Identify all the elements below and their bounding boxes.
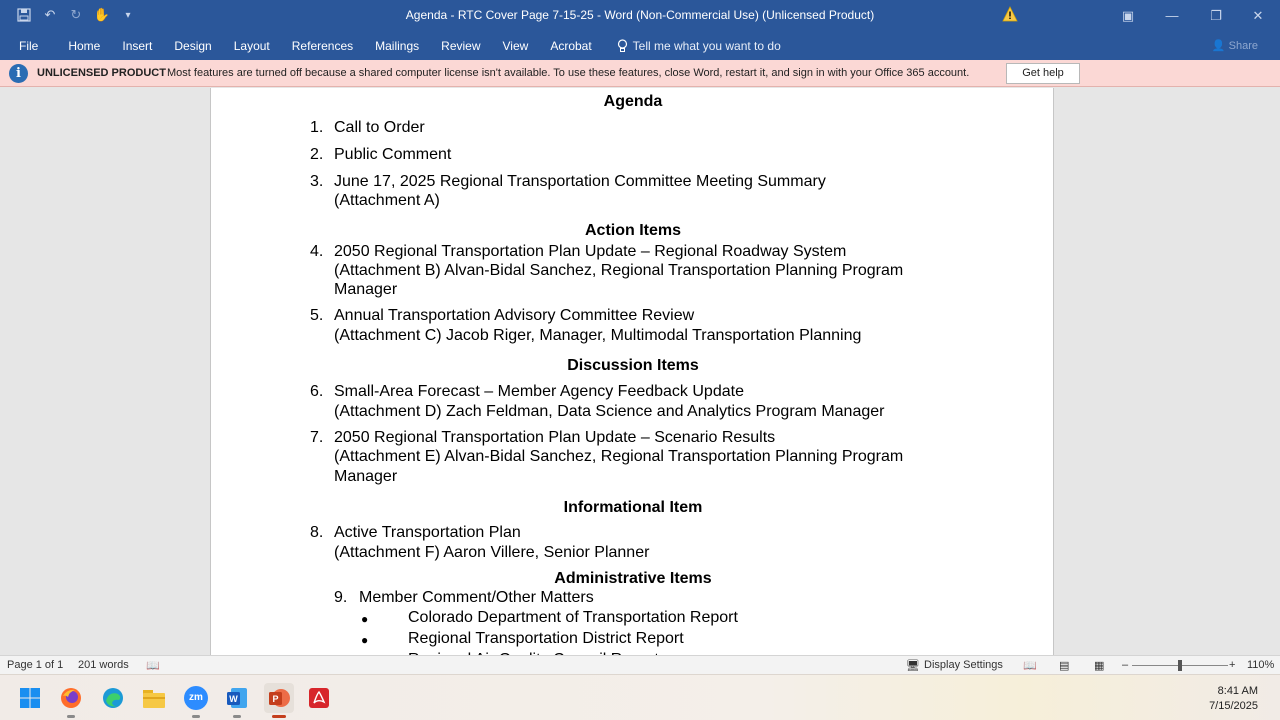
item-text: Public Comment [334, 146, 452, 163]
item-text: (Attachment A) [334, 192, 440, 209]
word-count[interactable]: 201 words [78, 659, 129, 671]
clock-date: 7/15/2025 [1209, 700, 1258, 712]
print-layout-icon[interactable]: ▤ [1059, 660, 1070, 672]
unlicensed-banner [0, 60, 1280, 87]
undo-icon[interactable]: ↶ [44, 7, 56, 22]
administrative-items-heading: Administrative Items [554, 570, 712, 587]
item-text: (Attachment D) Zach Feldman, Data Science and Analytics Program Manager [334, 403, 885, 420]
item-text: (Attachment B) Alvan-Bidal Sanchez, Regional Transportation Planning Program [334, 262, 904, 279]
svg-text:W: W [229, 694, 238, 704]
item-number: 8. [310, 524, 324, 541]
zoom-slider-thumb[interactable] [1178, 660, 1182, 671]
svg-text:P: P [272, 694, 279, 704]
customize-qat-icon[interactable]: ▾ [125, 9, 131, 21]
tab-mailings[interactable]: Mailings [375, 38, 420, 53]
item-text: Manager [334, 468, 398, 485]
bullet-text: Regional Transportation District Report [408, 630, 684, 647]
web-layout-icon[interactable]: ▦ [1094, 660, 1105, 672]
window-title: Agenda - RTC Cover Page 7-15-25 - Word (Non-Commercial Use) (Unlicensed Product) [405, 8, 875, 22]
item-text: Call to Order [334, 119, 425, 136]
tab-home[interactable]: Home [68, 38, 101, 53]
edge-icon[interactable] [99, 684, 127, 712]
item-text: Annual Transportation Advisory Committee Review [334, 307, 695, 324]
tab-file[interactable]: File [19, 38, 39, 53]
discussion-items-heading: Discussion Items [567, 357, 699, 374]
item-text: Manager [334, 281, 398, 298]
item-text: (Attachment C) Jacob Riger, Manager, Multimodal Transportation Planning [334, 327, 862, 344]
bullet-text: Colorado Department of Transportation Report [408, 609, 738, 626]
share-icon: 👤 [1211, 40, 1226, 52]
restore-icon[interactable]: ❐ [1210, 7, 1222, 23]
title-bar [0, 0, 1280, 31]
touch-mode-icon[interactable]: ✋ [93, 7, 111, 22]
word-icon[interactable] [223, 684, 251, 712]
get-help-button[interactable]: Get help [1006, 63, 1080, 84]
clock-time: 8:41 AM [1217, 685, 1258, 697]
proofing-icon[interactable]: 📖 [146, 660, 160, 672]
minimize-icon[interactable]: — [1165, 8, 1179, 23]
ribbon-tabs [8, 31, 781, 60]
acrobat-icon[interactable] [305, 684, 333, 712]
banner-label: UNLICENSED PRODUCT [37, 67, 166, 79]
item-number: 6. [310, 383, 324, 400]
ribbon-display-options-icon[interactable]: ▣ [1121, 7, 1135, 23]
tab-view[interactable]: View [502, 38, 529, 53]
tab-insert[interactable]: Insert [122, 38, 153, 53]
item-text: 2050 Regional Transportation Plan Update – Scenario Results [334, 429, 776, 446]
powerpoint-icon[interactable] [264, 683, 294, 713]
taskbar [0, 674, 1280, 720]
tell-me-box[interactable] [603, 39, 781, 53]
zoom-running-indicator [192, 715, 200, 718]
firefox-running-indicator [67, 715, 75, 718]
ribbon [0, 31, 1280, 60]
windows-start-icon[interactable] [16, 684, 44, 712]
zoom-in-icon[interactable]: + [1229, 659, 1236, 671]
close-icon[interactable]: ✕ [1252, 7, 1264, 23]
bullet-icon: ● [361, 612, 369, 626]
zoom-out-icon[interactable]: – [1122, 659, 1129, 671]
file-explorer-icon[interactable] [140, 684, 168, 712]
document-page[interactable] [210, 88, 1054, 688]
redo-icon[interactable]: ↻ [70, 7, 82, 22]
share-label: Share [1228, 40, 1258, 52]
item-text: Small-Area Forecast – Member Agency Feedback Update [334, 383, 744, 400]
tell-me-text: Tell me what you want to do [632, 38, 781, 53]
item-number: 9. [334, 589, 348, 606]
info-icon: i [9, 64, 28, 83]
item-number: 7. [310, 429, 324, 446]
zoom-level[interactable]: 110% [1247, 659, 1275, 671]
tab-references[interactable]: References [291, 38, 354, 53]
zoom-app-icon[interactable]: zm [182, 684, 210, 712]
display-settings-button[interactable]: Display Settings [924, 659, 1003, 671]
bullet-icon: ● [361, 633, 369, 647]
share-button[interactable] [1212, 39, 1258, 52]
warning-icon[interactable] [1002, 6, 1018, 22]
system-clock[interactable] [1209, 684, 1258, 714]
read-mode-icon[interactable]: 📖 [1023, 660, 1037, 672]
item-text: Active Transportation Plan [334, 524, 521, 541]
item-number: 5. [310, 307, 324, 324]
status-bar [0, 655, 1280, 674]
document-area[interactable] [0, 88, 1280, 655]
item-text: (Attachment E) Alvan-Bidal Sanchez, Regional Transportation Planning Program [334, 448, 904, 465]
informational-item-heading: Informational Item [563, 499, 703, 516]
banner-message: Most features are turned off because a shared computer license isn't available. To use these features, close Word, restart it, and sign in with your Office 365 account. [167, 67, 970, 79]
item-text: (Attachment F) Aaron Villere, Senior Planner [334, 544, 650, 561]
tab-review[interactable]: Review [441, 38, 481, 53]
page-count[interactable]: Page 1 of 1 [7, 659, 64, 671]
tab-design[interactable]: Design [174, 38, 212, 53]
tab-acrobat[interactable]: Acrobat [550, 38, 592, 53]
agenda-heading: Agenda [603, 93, 663, 110]
item-text: June 17, 2025 Regional Transportation Committee Meeting Summary [334, 173, 826, 190]
item-number: 2. [310, 146, 324, 163]
powerpoint-active-indicator [272, 715, 286, 718]
tab-layout[interactable]: Layout [233, 38, 270, 53]
item-number: 3. [310, 173, 324, 190]
item-number: 1. [310, 119, 324, 136]
item-text: Member Comment/Other Matters [359, 589, 594, 606]
item-text: 2050 Regional Transportation Plan Update – Regional Roadway System [334, 243, 847, 260]
lightbulb-icon [617, 39, 628, 53]
action-items-heading: Action Items [584, 222, 681, 239]
display-settings-icon[interactable]: 🖥 [906, 660, 920, 672]
item-number: 4. [310, 243, 324, 260]
word-running-indicator [233, 715, 241, 718]
firefox-icon[interactable] [57, 684, 85, 712]
